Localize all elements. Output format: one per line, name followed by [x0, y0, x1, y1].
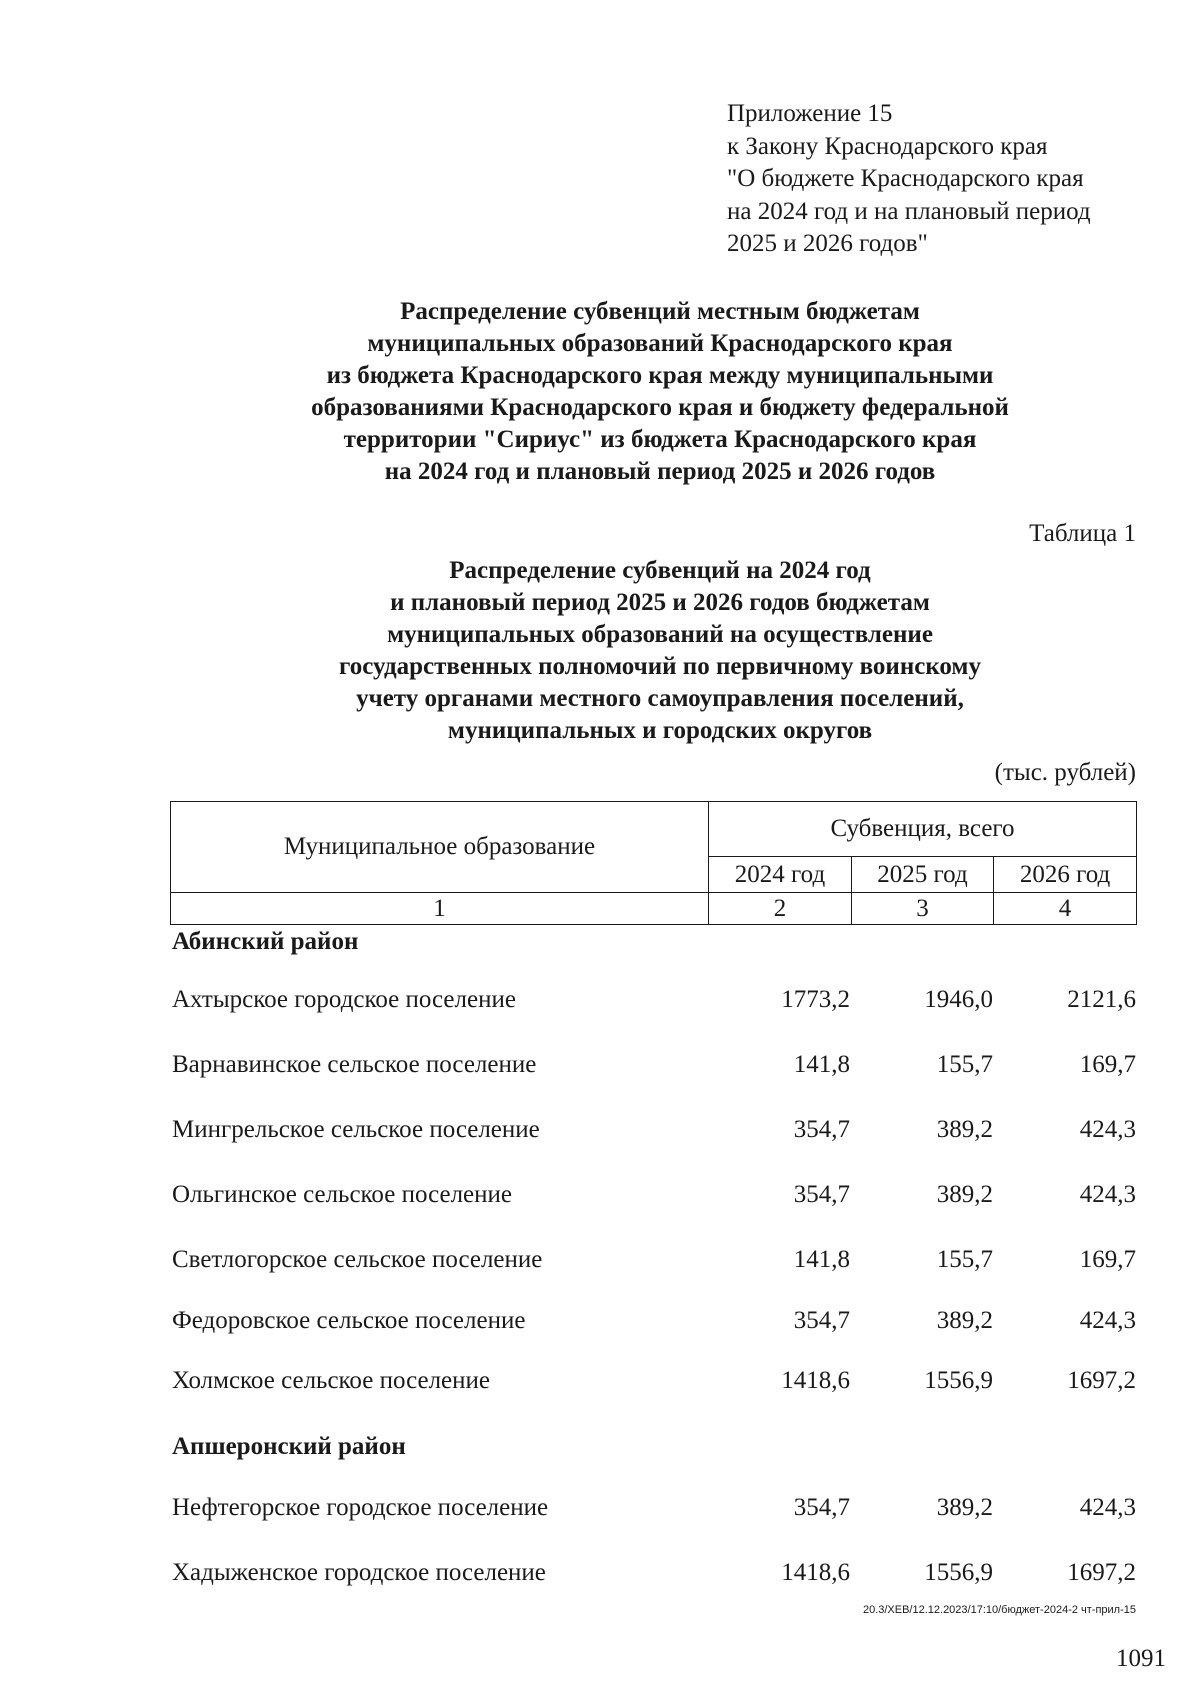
row-name: Ахтырское городское поселение	[172, 986, 516, 1013]
table-header	[170, 801, 1137, 925]
row-name: Федоровское сельское поселение	[172, 1307, 526, 1334]
table-row	[172, 1559, 1136, 1591]
subtitle-line: муниципальных образований на осуществление	[387, 621, 933, 648]
row-name: Ольгинское сельское поселение	[172, 1181, 512, 1208]
title-line: на 2024 год и плановый период 2025 и 2026 годов	[384, 458, 936, 485]
row-value-2024: 1773,2	[781, 986, 850, 1013]
table-label: Таблица 1	[1029, 520, 1136, 547]
row-value-2025: 1946,0	[924, 986, 993, 1013]
page-number: 1091	[1116, 1645, 1166, 1672]
row-value-2025: 155,7	[936, 1246, 993, 1273]
table-title	[160, 555, 1160, 747]
row-value-2026: 424,3	[1079, 1116, 1136, 1143]
table-row	[172, 986, 1136, 1018]
row-value-2024: 1418,6	[781, 1367, 850, 1394]
row-value-2026: 169,7	[1079, 1051, 1136, 1078]
table-row	[172, 1051, 1136, 1083]
subtitle-line: Распределение субвенций на 2024 год	[449, 557, 871, 584]
subtitle-line: учету органами местного самоуправления поселений,	[356, 685, 964, 712]
table-row	[172, 1116, 1136, 1148]
row-value-2026: 1697,2	[1067, 1559, 1136, 1586]
title-line: территории "Сириус" из бюджета Краснодарского края	[343, 426, 977, 453]
title-line: из бюджета Краснодарского края между муниципальными	[326, 362, 994, 389]
header-subvention: Субвенция, всего	[709, 802, 1137, 857]
title-line: Распределение субвенций местным бюджетам	[400, 298, 920, 325]
document-title	[160, 296, 1160, 488]
header-col-number: 3	[852, 893, 994, 925]
row-value-2024: 1418,6	[781, 1559, 850, 1586]
row-value-2025: 389,2	[936, 1116, 993, 1143]
row-value-2026: 424,3	[1079, 1307, 1136, 1334]
row-name: Светлогорское сельское поселение	[172, 1246, 543, 1273]
row-value-2024: 354,7	[793, 1116, 850, 1143]
header-year-2024: 2024 год	[709, 857, 852, 893]
row-value-2024: 141,8	[793, 1051, 850, 1078]
appendix-line: на 2024 год и на плановый период	[727, 197, 1091, 225]
row-value-2024: 354,7	[793, 1307, 850, 1334]
row-value-2025: 1556,9	[924, 1559, 993, 1586]
subtitle-line: государственных полномочий по первичному воинскому	[339, 653, 981, 680]
appendix-line: к Закону Краснодарского края	[727, 132, 1048, 160]
row-name: Мингрельское сельское поселение	[172, 1116, 540, 1143]
row-value-2024: 141,8	[793, 1246, 850, 1273]
title-line: муниципальных образований Краснодарского края	[367, 330, 953, 357]
row-name: Нефтегорское городское поселение	[172, 1494, 549, 1521]
row-value-2025: 389,2	[936, 1181, 993, 1208]
appendix-line: 2025 и 2026 годов"	[727, 230, 928, 257]
table-row	[172, 1494, 1136, 1526]
row-value-2026: 424,3	[1079, 1494, 1136, 1521]
header-municipality: Муниципальное образование	[171, 802, 709, 893]
row-name: Холмское сельское поселение	[172, 1367, 490, 1394]
row-value-2024: 354,7	[793, 1181, 850, 1208]
table-row	[172, 1246, 1136, 1278]
units-label: (тыс. рублей)	[994, 759, 1136, 786]
header-col-number: 2	[709, 893, 852, 925]
table-row	[172, 1367, 1136, 1399]
table-row	[172, 1307, 1136, 1339]
row-name: Варнавинское сельское поселение	[172, 1051, 537, 1078]
header-year-2025: 2025 год	[852, 857, 994, 893]
table-row	[172, 1181, 1136, 1213]
row-value-2026: 169,7	[1079, 1246, 1136, 1273]
document-code: 20.3/ХЕВ/12.12.2023/17:10/бюджет-2024-2 чт-прил-15	[862, 1604, 1136, 1616]
group-heading: Апшеронский район	[172, 1433, 406, 1460]
header-year-2026: 2026 год	[994, 857, 1137, 893]
row-value-2026: 1697,2	[1067, 1367, 1136, 1394]
header-col-number: 4	[994, 893, 1137, 925]
title-line: образованиями Краснодарского края и бюджету федеральной	[311, 394, 1009, 421]
appendix-reference	[727, 98, 1091, 261]
row-value-2025: 155,7	[936, 1051, 993, 1078]
group-heading: Абинский район	[172, 928, 359, 955]
row-value-2026: 424,3	[1079, 1181, 1136, 1208]
header-col-number: 1	[171, 893, 709, 925]
row-value-2025: 389,2	[936, 1307, 993, 1334]
appendix-line: Приложение 15	[727, 100, 893, 127]
row-value-2026: 2121,6	[1067, 986, 1136, 1013]
row-value-2025: 1556,9	[924, 1367, 993, 1394]
row-value-2025: 389,2	[936, 1494, 993, 1521]
row-value-2024: 354,7	[793, 1494, 850, 1521]
subtitle-line: и плановый период 2025 и 2026 годов бюджетам	[390, 589, 930, 616]
appendix-line: "О бюджете Краснодарского края	[727, 165, 1084, 192]
subtitle-line: муниципальных и городских округов	[447, 717, 873, 744]
row-name: Хадыженское городское поселение	[172, 1559, 546, 1586]
